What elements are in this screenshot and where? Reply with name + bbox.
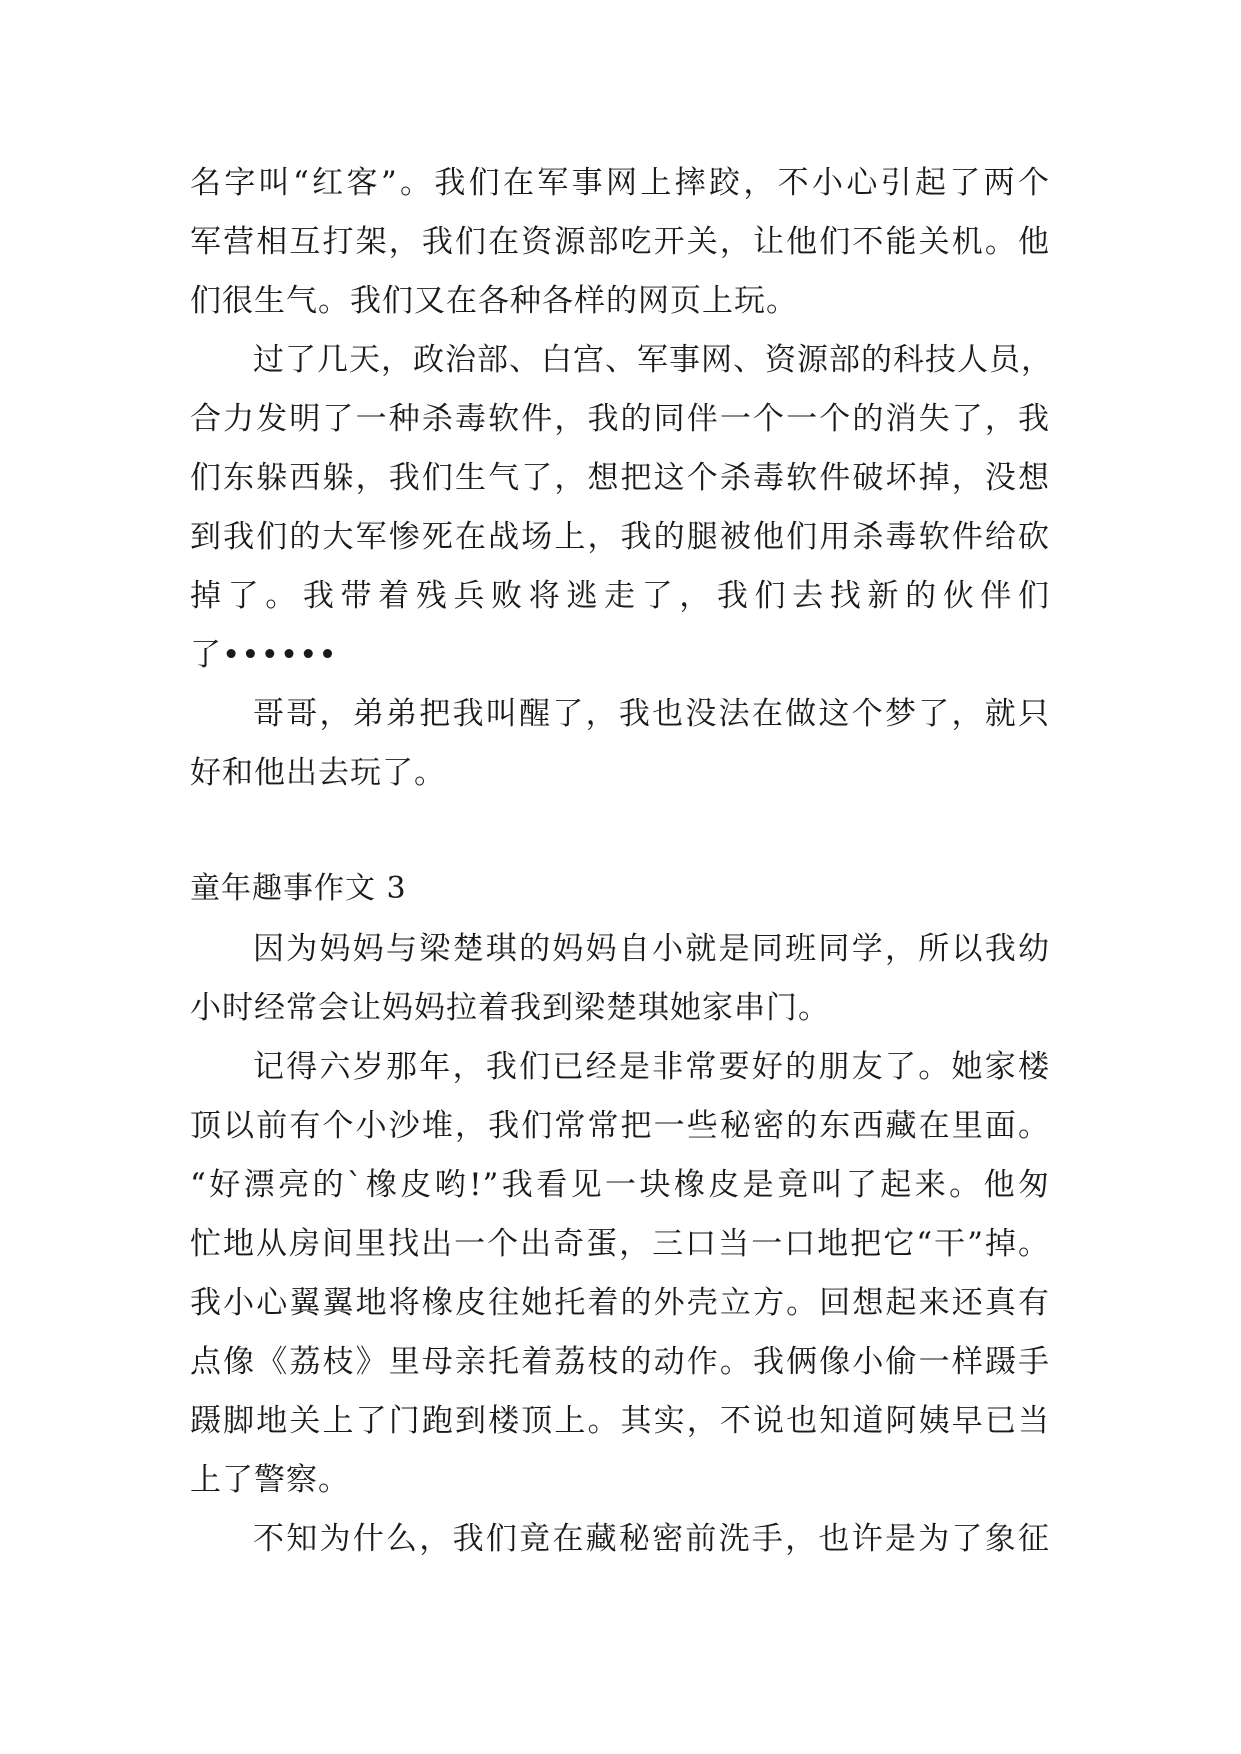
paragraph-line: 忙地从房间里找出一个出奇蛋，三口当一口地把它“干”掉。	[190, 1226, 1050, 1262]
paragraph-line: 不知为什么，我们竟在藏秘密前洗手，也许是为了象征	[253, 1521, 1050, 1557]
paragraph-line: 蹑脚地关上了门跑到楼顶上。其实，不说也知道阿姨早已当	[190, 1403, 1050, 1439]
paragraph-line: 名字叫“红客”。我们在军事网上摔跤，不小心引起了两个	[190, 165, 1050, 201]
paragraph-line: 掉了。我带着残兵败将逃走了，我们去找新的伙伴们	[190, 578, 1050, 614]
paragraph-line: 我小心翼翼地将橡皮往她托着的外壳立方。回想起来还真有	[190, 1285, 1050, 1321]
paragraph-line: 上了警察。	[190, 1462, 350, 1498]
paragraph-line: 合力发明了一种杀毒软件，我的同伴一个一个的消失了，我	[190, 401, 1050, 437]
paragraph-line: 们很生气。我们又在各种各样的网页上玩。	[190, 283, 798, 319]
paragraph-line: 点像《荔枝》里母亲托着荔枝的动作。我俩像小偷一样蹑手	[190, 1344, 1050, 1380]
paragraph-line: 到我们的大军惨死在战场上，我的腿被他们用杀毒软件给砍	[190, 519, 1050, 555]
paragraph-line: 了••••••	[190, 637, 338, 673]
paragraph-line: 哥哥，弟弟把我叫醒了，我也没法在做这个梦了，就只	[253, 696, 1050, 732]
paragraph-line: 顶以前有个小沙堆，我们常常把一些秘密的东西藏在里面。	[190, 1108, 1050, 1144]
paragraph-line: 好和他出去玩了。	[190, 755, 446, 791]
section-heading: 童年趣事作文 3	[190, 871, 407, 906]
paragraph-line: 因为妈妈与梁楚琪的妈妈自小就是同班同学，所以我幼	[253, 931, 1050, 967]
paragraph-line: 们东躲西躲，我们生气了，想把这个杀毒软件破坏掉，没想	[190, 460, 1050, 496]
paragraph-line: 记得六岁那年，我们已经是非常要好的朋友了。她家楼	[253, 1049, 1050, 1085]
paragraph-line: “好漂亮的`橡皮哟!”我看见一块橡皮是竟叫了起来。他匆	[190, 1167, 1050, 1203]
paragraph-line: 军营相互打架，我们在资源部吃开关，让他们不能关机。他	[190, 224, 1050, 260]
paragraph-line: 小时经常会让妈妈拉着我到梁楚琪她家串门。	[190, 990, 830, 1026]
paragraph-line: 过了几天，政治部、白宫、军事网、资源部的科技人员，	[253, 342, 1053, 378]
